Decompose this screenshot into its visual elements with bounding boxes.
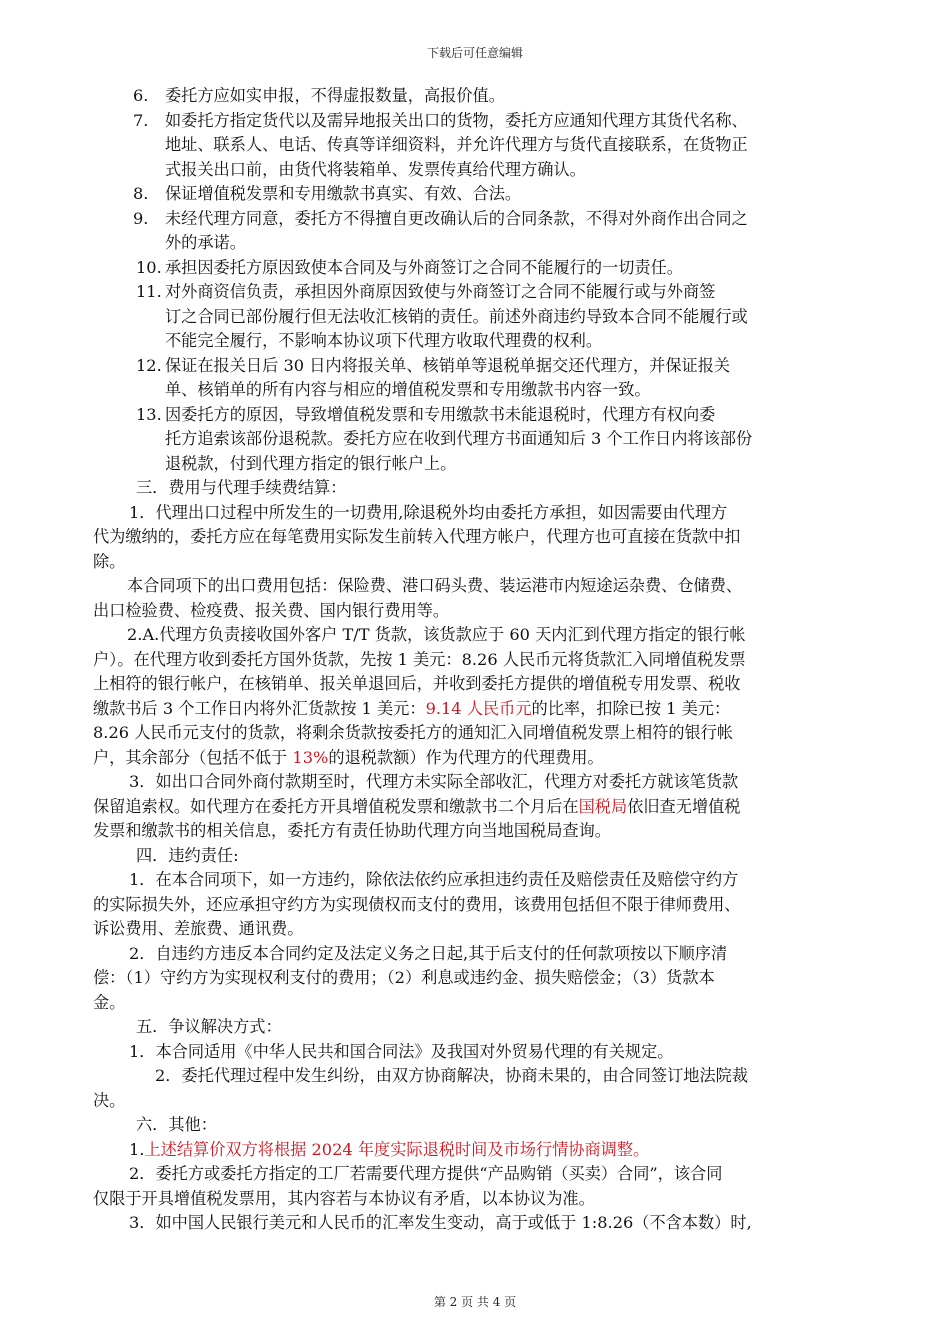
item-line: 保证增值税发票和专用缴款书真实、有效、合法。 [165,184,522,203]
section-6-para-1 [93,1138,875,1163]
numbered-item-10 [93,256,875,281]
item-number: 6. [133,86,149,105]
numbered-item-11 [93,280,875,354]
para-line: 上相符的银行帐户，在核销单、报关单退回后，并收到委托方提供的增值税专用发票、税收 [93,674,741,693]
para-line: 3．如出口合同外商付款期至时，代理方未实际全部收汇，代理方对委托方就该笔货款 [129,772,739,791]
para-line: 除。 [93,551,126,571]
numbered-item-9 [93,207,875,256]
item-line: 保证在报关日后 30 日内将报关单、核销单等退税单据交还代理方，并保证报关 [165,355,731,375]
item-line: 因委托方的原因，导致增值税发票和专用缴款书未能退税时，代理方有权向委 [165,404,716,424]
document-body [93,84,875,1236]
numbered-item-12 [93,354,875,403]
item-line: 对外商资信负责，承担因外商原因致使与外商签订之合同不能履行或与外商签 [165,282,716,301]
text-run: 缴款书后 3 个工作日内将外汇货款按 1 美元： [93,698,426,718]
para-line: 2．委托方或委托方指定的工厂若需要代理方提供“产品购销（买卖）合同”，该合同 [129,1164,723,1183]
section-3-para-4 [93,770,875,844]
section-3-para-2 [93,574,875,623]
item-line: 委托方应如实申报，不得虚报数量，高报价值。 [165,86,505,105]
item-line: 订之合同已部份履行但无法收汇核销的责任。前述外商违约导致本合同不能履行或 [165,306,748,326]
para-line: 金。 [93,992,126,1012]
para-line: 偿：（1）守约方为实现权利支付的费用；（2）利息或违约金、损失赔偿金；（3）货款本 [93,968,715,987]
numbered-item-7 [93,109,875,183]
section-6-title: 六．其他： [136,1115,217,1134]
item-number: 13. [136,404,162,424]
item-line: 未经代理方同意，委托方不得擅自更改确认后的合同条款，不得对外商作出合同之 [165,208,748,228]
para-number: 1. [129,1139,145,1159]
para-line: 仅限于开具增值税发票用，其内容若与本协议有矛盾，以本协议为准。 [93,1188,595,1208]
para-line: 1．代理出口过程中所发生的一切费用,除退税外均由委托方承担，如因需要由代理方 [129,502,728,522]
item-line: 退税款，付到代理方指定的银行帐户上。 [165,453,457,473]
para-line: 户）。在代理方收到委托方国外货款，先按 1 美元：8.26 人民币元将货款汇入同增值税发票 [93,649,746,669]
section-4-title: 四．违约责任: [136,845,239,865]
highlighted-clause: 上述结算价双方将根据 2024 年度实际退税时间及市场行情协商调整。 [144,1139,650,1159]
numbered-item-8 [93,182,875,207]
item-line: 托方追索该部份退税款。委托方应在收到代理方书面通知后 3 个工作日内将该部份 [165,429,753,448]
item-line: 如委托方指定货代以及需异地报关出口的货物，委托方应通知代理方其货代名称、 [165,110,748,130]
section-4-para-1 [93,868,875,942]
section-5-title: 五．争议解决方式： [136,1017,282,1036]
item-number: 8. [133,184,149,203]
item-line: 地址、联系人、电话、传真等详细资料，并允许代理方与货代直接联系，在货物正 [165,135,748,154]
page-header: 下载后可任意编辑 [426,46,523,60]
section-3-para-1 [93,501,875,575]
section-5-para-2 [93,1064,875,1113]
para-line: 2．委托代理过程中发生纠纷，由双方协商解决，协商未果的，由合同签订地法院裁 [155,1066,749,1085]
item-number: 10. [136,257,162,277]
item-number: 7. [133,110,149,130]
para-line: 诉讼费用、差旅费、通讯费。 [93,919,304,938]
numbered-item-13 [93,403,875,477]
item-number: 9. [133,208,149,228]
section-4-para-2 [93,942,875,1016]
text-run: 依旧查无增值税 [627,796,741,816]
text-run: 的比率，扣除已按 1 美元： [531,698,731,718]
para-line: 8.26 人民币元支付的货款，将剩余货款按委托方的通知汇入同增值税发票上相符的银行帐 [93,723,734,742]
text-run: 户，其余部分（包括不低于 [93,747,293,767]
para-line: 决。 [93,1090,126,1110]
text-run: 保留追索权。如代理方在委托方开具增值税发票和缴款书二个月后在 [93,796,579,816]
para-line [93,795,875,820]
para-line: 本合同项下的出口费用包括：保险费、港口码头费、装运港市内短途运杂费、仓储费、 [127,576,743,595]
para-line: 发票和缴款书的相关信息，委托方有责任协助代理方向当地国税局查询。 [93,821,611,840]
item-line: 单、核销单的所有内容与相应的增值税发票和专用缴款书内容一致。 [165,380,651,399]
page-footer: 第 2 页 共 4 页 [433,1295,517,1309]
text-run: 的退税款额）作为代理方的代理费用。 [328,747,604,767]
item-line: 不能完全履行，不影响本协议项下代理方收取代理费的权利。 [165,331,603,350]
para-line: 1．在本合同项下，如一方违约，除依法依约应承担违约责任及赔偿责任及赔偿守约方 [129,870,739,889]
para-line: 2.A.代理方负责接收国外客户 T/T 货款，该货款应于 60 天内汇到代理方指定的银行帐 [127,625,746,644]
para-line: 2．自违约方违反本合同约定及法定义务之日起,其于后支付的任何款项按以下顺序清 [129,943,728,963]
numbered-item-6 [93,84,875,109]
para-line: 出口检验费、检疫费、报关费、国内银行费用等。 [93,600,450,620]
item-number: 12. [136,355,162,375]
highlighted-rate: 9.14 人民币元 [425,698,532,718]
para-line: 代为缴纳的，委托方应在每笔费用实际发生前转入代理方帐户，代理方也可直接在货款中扣 [93,527,741,546]
section-5-para-1: 1．本合同适用《中华人民共和国合同法》及我国对外贸易代理的有关规定。 [129,1041,674,1061]
section-6-para-3: 3．如中国人民银行美元和人民币的汇率发生变动，高于或低于 1:8.26（不含本数）时, [129,1213,752,1232]
highlighted-percent: 13% [292,747,329,767]
section-6-para-2 [93,1162,875,1211]
item-line: 外的承诺。 [165,233,246,252]
highlighted-tax-bureau: 国税局 [578,796,628,816]
para-line [93,746,875,771]
section-3-para-3 [93,623,875,770]
para-line [93,697,875,722]
item-line: 承担因委托方原因致使本合同及与外商签订之合同不能履行的一切责任。 [165,257,683,277]
section-3-title: 三．费用与代理手续费结算： [136,478,347,497]
item-line: 式报关出口前，由货代将装箱单、发票传真给代理方确认。 [165,159,586,179]
item-number: 11. [136,282,162,301]
para-line: 的实际损失外，还应承担守约方为实现债权而支付的费用，该费用包括但不限于律师费用、 [93,894,741,914]
